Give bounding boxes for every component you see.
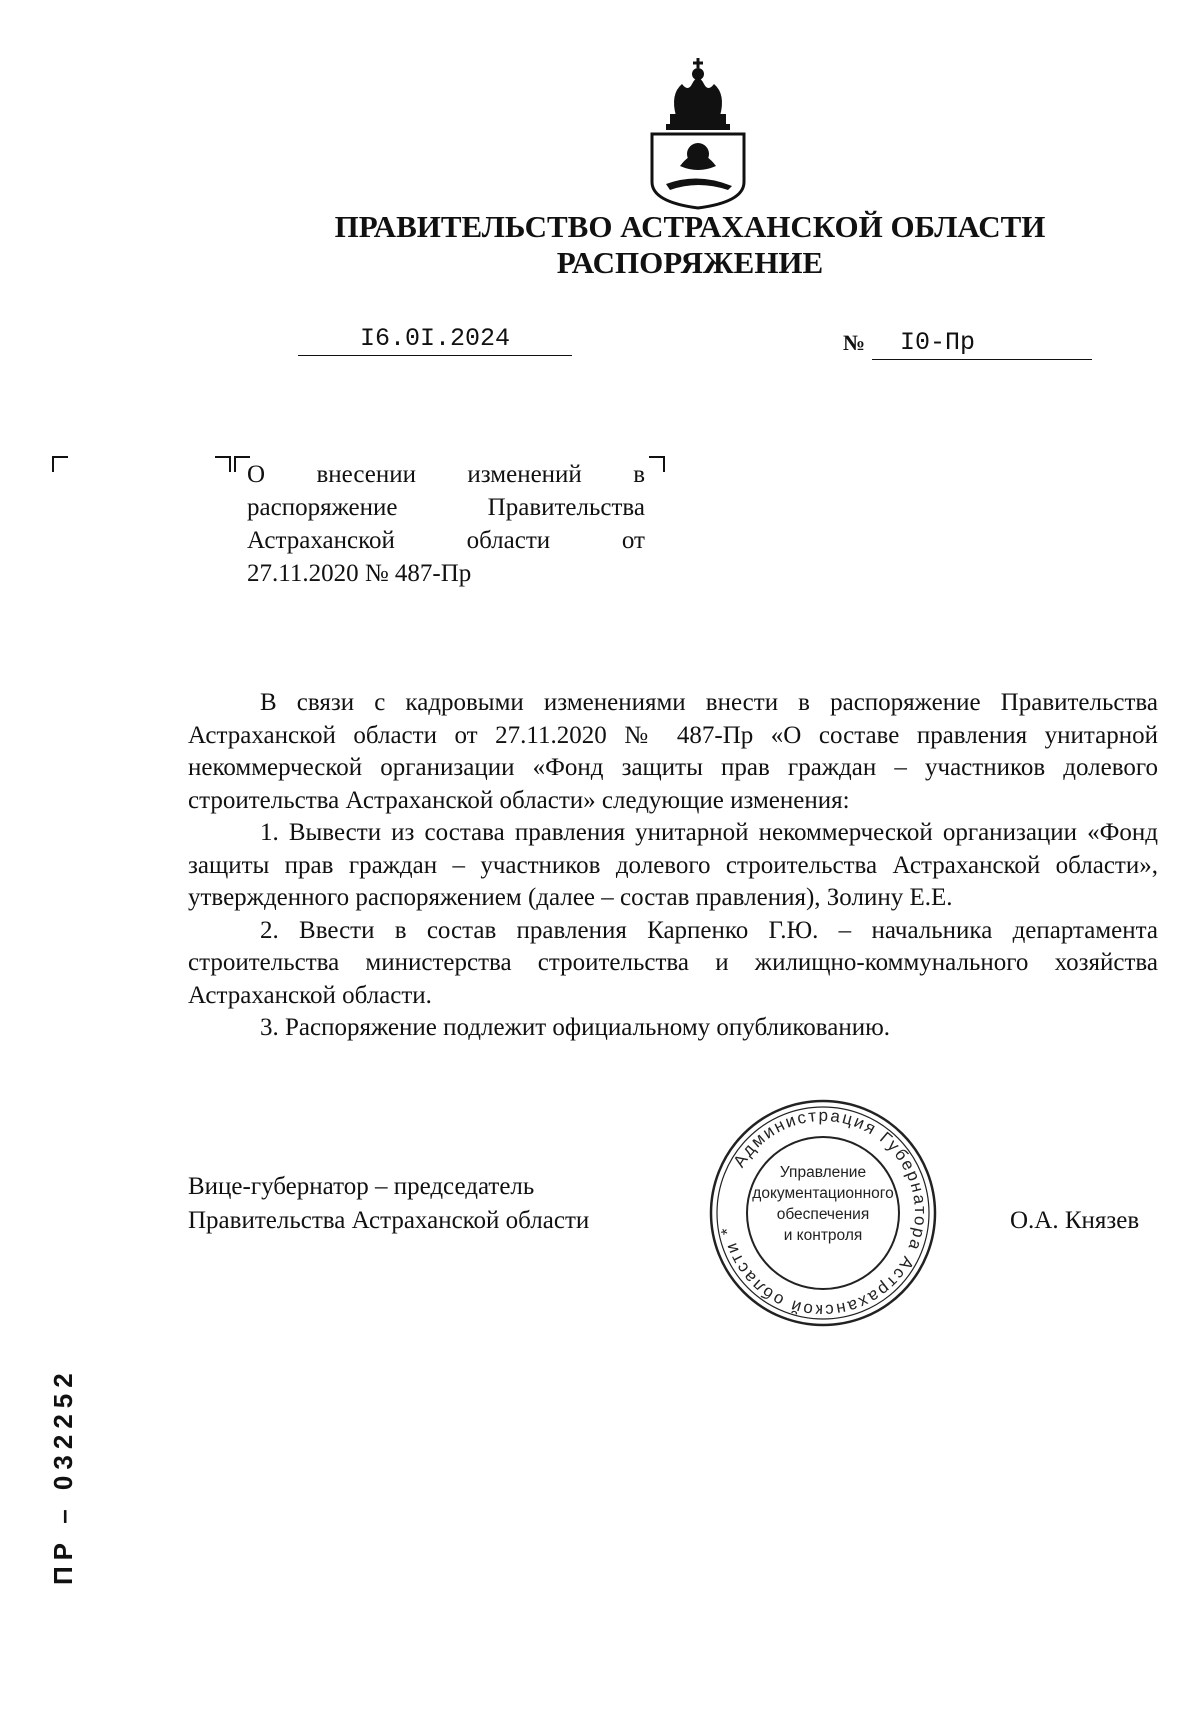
position-line: Вице-губернатор – председатель — [188, 1173, 535, 1200]
position-line: Правительства Астраханской области — [188, 1207, 590, 1234]
title-corner-mark — [215, 456, 231, 472]
coat-of-arms-emblem-icon — [636, 54, 760, 212]
form-serial-code: ПР – 032252 — [48, 1367, 78, 1585]
subject-line: 27.11.2020 № 487-Пр — [247, 560, 472, 587]
subject-line: Астраханской области от — [247, 527, 645, 554]
government-title: ПРАВИТЕЛЬСТВО АСТРАХАНСКОЙ ОБЛАСТИ — [334, 209, 1046, 244]
body-paragraph: 3. Распоряжение подлежит официальному опубликованию. — [260, 1014, 891, 1041]
subject-line: распоряжение Правительства — [247, 494, 645, 521]
signatory-name: О.А. Князев — [1010, 1207, 1140, 1234]
margin-corner-mark — [52, 456, 68, 472]
subject-line: О внесении изменений в — [247, 461, 645, 488]
stamp-line: Управление — [779, 1164, 867, 1181]
document-type: РАСПОРЯЖЕНИЕ — [556, 245, 824, 280]
stamp-line: документационного — [752, 1185, 894, 1202]
stamp-ring-text: Администрация Губернатора Астраханской области * — [716, 1105, 931, 1321]
stamp-inner-text — [746, 1162, 900, 1246]
body-paragraph: 2. Ввести в состав правления Карпенко Г.Ю. – начальника департамента строительства министерства строительства и жилищно-коммунального хозяйства Астраханской области. — [188, 916, 1158, 1009]
document-body — [188, 687, 1158, 1045]
document-date: I6.0I.2024 — [298, 323, 572, 356]
signatory-position — [188, 1170, 589, 1238]
document-number: I0-Пр — [872, 327, 1092, 360]
stamp-line: обеспечения — [776, 1206, 870, 1223]
document-subject — [247, 458, 645, 590]
stamp-line: и контроля — [783, 1227, 863, 1244]
body-paragraph: 1. Вывести из состава правления унитарной некоммерческой организации «Фонд защиты прав граждан – участников долевого строительства Астраханской области», утвержденного распоряжением (далее – состав правления), Золину Е.Е. — [188, 819, 1158, 911]
body-paragraph: В связи с кадровыми изменениями внести в распоряжение Правительства Астраханской области от 27.11.2020 № 487-Пр «О составе правления унитарной некоммерческой организации «Фонд защиты прав граждан – участников долевого строительства Астраханской области» следующие изменения: — [188, 689, 1158, 814]
title-corner-mark — [649, 456, 665, 472]
number-sign: № — [843, 330, 866, 355]
